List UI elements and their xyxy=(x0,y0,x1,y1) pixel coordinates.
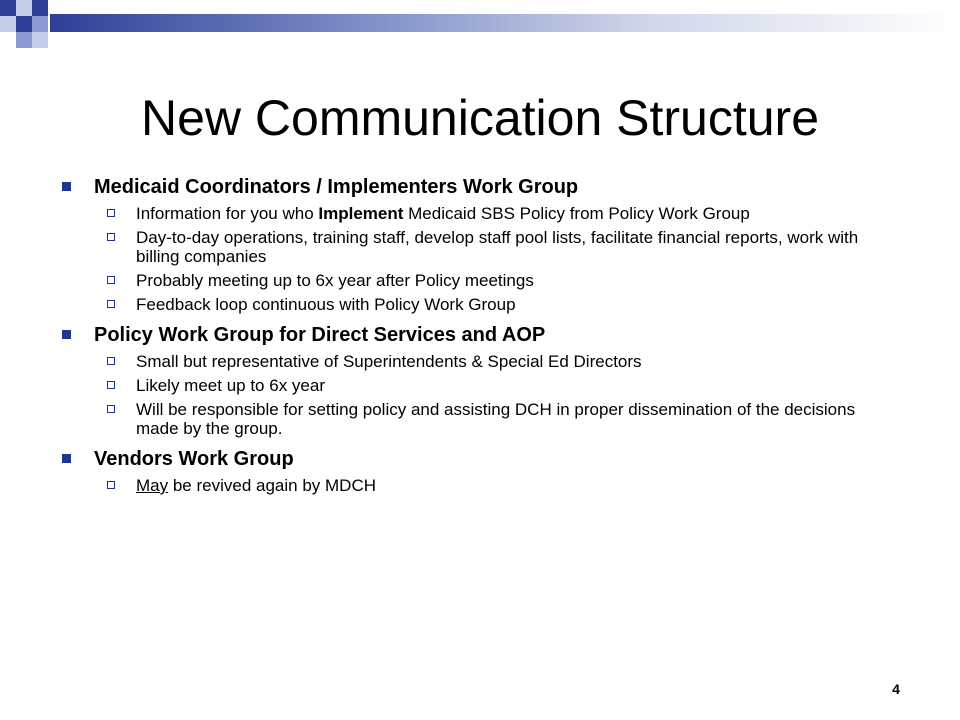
list-item xyxy=(62,228,882,266)
square-bullet-icon xyxy=(62,330,71,339)
list-item xyxy=(62,271,882,290)
hollow-square-bullet-icon xyxy=(107,209,115,217)
list-item-text: Probably meeting up to 6x year after Policy meetings xyxy=(136,271,534,290)
list-item-text: Will be responsible for setting policy and assisting DCH in proper dissemination of the decisions made by the group. xyxy=(136,400,856,438)
deco-square xyxy=(32,32,48,48)
deco-square xyxy=(32,16,48,32)
hollow-square-bullet-icon xyxy=(107,357,115,365)
hollow-square-bullet-icon xyxy=(107,405,115,413)
deco-square xyxy=(16,16,32,32)
hollow-square-bullet-icon xyxy=(107,233,115,241)
list-item-text: Small but representative of Superintendents & Special Ed Directors xyxy=(136,352,642,371)
list-item-text-post: Medicaid SBS Policy from Policy Work Group xyxy=(403,204,750,223)
header-gradient-bar xyxy=(50,14,960,32)
deco-square xyxy=(0,16,16,32)
square-bullet-icon xyxy=(62,454,71,463)
deco-square xyxy=(16,32,32,48)
section-heading-text: Vendors Work Group xyxy=(94,448,294,470)
section-heading xyxy=(62,323,882,347)
list-item xyxy=(62,376,882,395)
section-heading xyxy=(62,447,882,471)
list-item xyxy=(62,295,882,314)
hollow-square-bullet-icon xyxy=(107,381,115,389)
square-bullet-icon xyxy=(62,182,71,191)
list-item-text-underlined: May xyxy=(136,476,169,495)
list-item-text: Feedback loop continuous with Policy Work Group xyxy=(136,295,516,314)
list-item xyxy=(62,476,882,495)
section-heading-text: Policy Work Group for Direct Services and AOP xyxy=(94,324,546,346)
list-item-text: Likely meet up to 6x year xyxy=(136,376,325,395)
list-item xyxy=(62,204,882,223)
section-heading xyxy=(62,175,882,199)
list-item xyxy=(62,400,882,438)
hollow-square-bullet-icon xyxy=(107,300,115,308)
slide-content xyxy=(62,175,882,495)
hollow-square-bullet-icon xyxy=(107,276,115,284)
list-item-text: Day-to-day operations, training staff, develop staff pool lists, facilitate financial reports, work with billing companies xyxy=(136,228,859,266)
section-heading-text: Medicaid Coordinators / Implementers Work Group xyxy=(94,176,579,198)
list-item-text-bold: Implement xyxy=(318,204,404,223)
hollow-square-bullet-icon xyxy=(107,481,115,489)
deco-square xyxy=(16,0,32,16)
deco-square xyxy=(0,0,16,16)
list-item-text-pre: Information for you who xyxy=(136,204,319,223)
deco-square xyxy=(32,0,48,16)
list-item xyxy=(62,352,882,371)
list-item-text-post: be revived again by MDCH xyxy=(168,476,376,495)
page-number: 4 xyxy=(892,681,900,697)
slide-title: New Communication Structure xyxy=(140,90,820,146)
